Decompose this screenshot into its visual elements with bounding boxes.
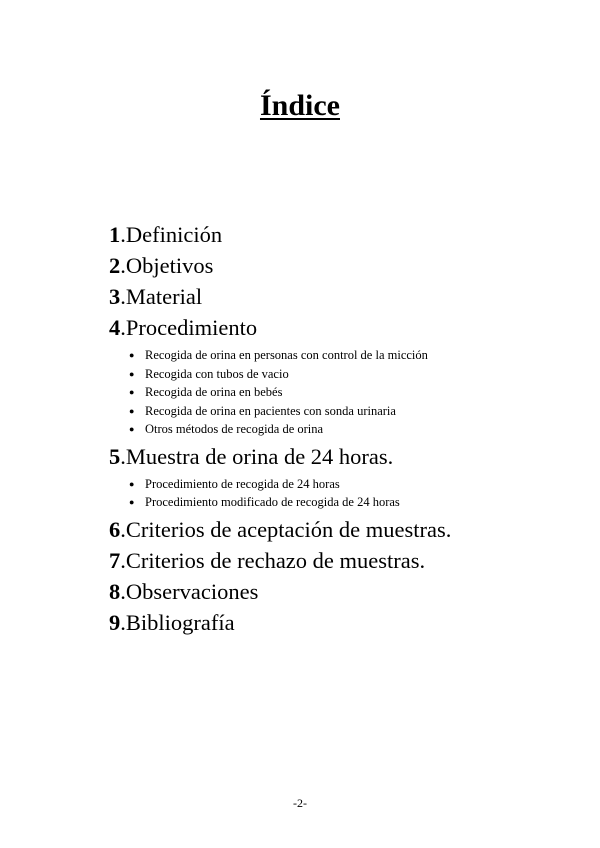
toc-entry-text: .Criterios de rechazo de muestras.	[120, 547, 426, 573]
toc-subitem-text: Procedimiento modificado de recogida de 24 horas	[145, 495, 400, 509]
toc-entry-material	[109, 281, 579, 312]
toc-sublist-muestra-24-horas	[109, 475, 579, 512]
toc-subitem-text: Recogida de orina en pacientes con sonda urinaria	[145, 403, 396, 418]
toc-entry-text: .Bibliografía	[120, 609, 235, 635]
toc-subitem	[129, 365, 579, 384]
toc-entry-text: .Material	[120, 284, 203, 309]
toc-entry-text: .Objetivos	[120, 253, 214, 278]
toc-entry-number: 7	[109, 547, 121, 573]
page-title: Índice	[259, 89, 340, 122]
toc-subitem	[129, 346, 579, 365]
toc-subitem-text: Recogida con tubos de vacio	[145, 366, 289, 381]
bullet-icon: ●	[129, 478, 135, 489]
toc-subitem	[129, 383, 579, 402]
bullet-icon: ●	[129, 368, 135, 379]
bullet-icon: ●	[129, 497, 135, 507]
toc-entry-number: 2	[109, 253, 121, 278]
toc-entry-text: .Definición	[120, 222, 223, 247]
toc-subitem	[129, 493, 579, 512]
toc-entry-muestra-24-horas	[109, 441, 579, 472]
toc-entry-text: .Observaciones	[120, 578, 259, 604]
toc-subitem-text: Procedimiento de recogida de 24 horas	[145, 476, 340, 491]
toc-entry-number: 6	[109, 516, 121, 542]
bullet-icon: ●	[129, 387, 135, 397]
toc-entry-observaciones	[109, 576, 579, 607]
bullet-icon: ●	[129, 350, 135, 360]
toc-entry-number: 9	[109, 609, 121, 635]
toc-entry-text: .Procedimiento	[120, 315, 258, 340]
toc-entry-bibliografia	[109, 607, 579, 638]
toc-entry-number: 1	[109, 222, 121, 247]
bullet-icon: ●	[129, 424, 135, 434]
toc-entry-number: 8	[109, 578, 121, 604]
toc-entry-text: .Muestra de orina de 24 horas.	[120, 443, 394, 469]
toc-sublist-procedimiento	[109, 346, 579, 439]
toc-subitem-text: Recogida de orina en bebés	[145, 385, 283, 399]
toc-entry-objetivos	[109, 250, 579, 281]
toc-subitem-text: Recogida de orina en personas con control de la micción	[145, 348, 428, 362]
toc-entry-number: 3	[109, 284, 121, 309]
toc-entry-text: .Criterios de aceptación de muestras.	[120, 516, 452, 542]
toc-subitem	[129, 475, 579, 494]
toc-entry-procedimiento	[109, 312, 579, 343]
toc-entry-number: 5	[109, 443, 121, 469]
page-number: -2-	[293, 796, 307, 810]
toc-subitem	[129, 420, 579, 439]
toc-entry-criterios-aceptacion	[109, 514, 579, 545]
toc-subitem-text: Otros métodos de recogida de orina	[145, 422, 324, 436]
bullet-icon: ●	[129, 405, 135, 416]
toc-subitem	[129, 402, 579, 421]
toc-entry-criterios-rechazo	[109, 545, 579, 576]
toc-entry-definicion	[109, 219, 579, 250]
toc-entry-number: 4	[109, 315, 121, 340]
table-of-contents	[109, 219, 579, 638]
